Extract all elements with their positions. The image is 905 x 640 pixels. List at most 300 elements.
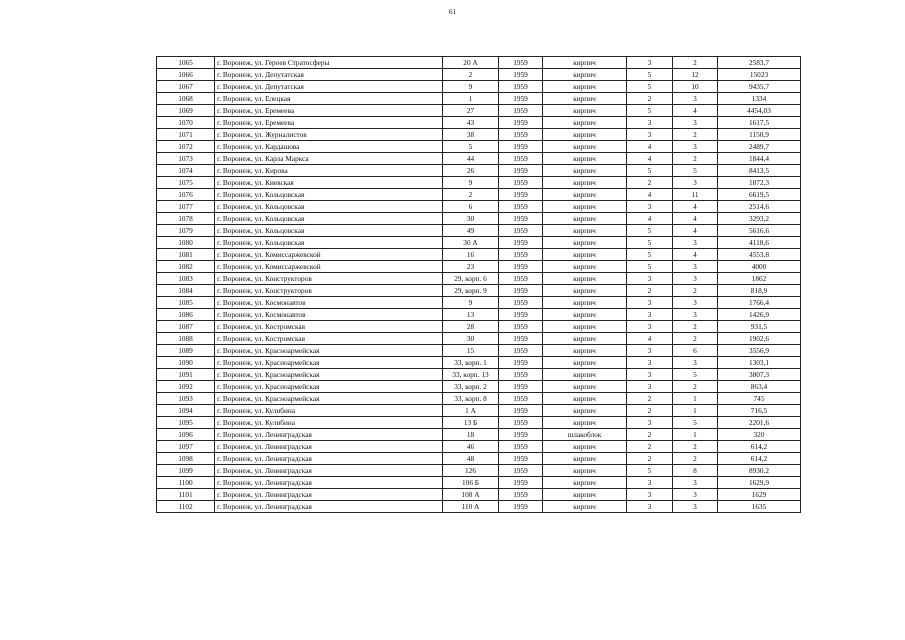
wall-material-cell: кирпич (543, 117, 627, 129)
wall-material-cell: кирпич (543, 105, 627, 117)
area-cell: 3293,2 (718, 213, 801, 225)
table-row (157, 309, 801, 321)
wall-material-cell: кирпич (543, 93, 627, 105)
area-cell: 716,5 (718, 405, 801, 417)
record-number: 1065 (157, 57, 215, 69)
house-number-cell: 30 А (443, 237, 499, 249)
wall-material-cell: кирпич (543, 189, 627, 201)
entrances-cell: 1 (673, 405, 718, 417)
house-number-cell: 38 (443, 129, 499, 141)
address-cell: г. Воронеж, ул. Комиссаржевской (215, 261, 443, 273)
wall-material-cell: кирпич (543, 297, 627, 309)
floors-cell: 3 (627, 489, 673, 501)
floors-cell: 3 (627, 369, 673, 381)
year-cell: 1959 (499, 273, 543, 285)
year-cell: 1959 (499, 201, 543, 213)
year-cell: 1959 (499, 345, 543, 357)
record-number: 1100 (157, 477, 215, 489)
record-number: 1066 (157, 69, 215, 81)
area-cell: 1766,4 (718, 297, 801, 309)
table-row (157, 273, 801, 285)
wall-material-cell: кирпич (543, 165, 627, 177)
floors-cell: 3 (627, 321, 673, 333)
entrances-cell: 4 (673, 105, 718, 117)
wall-material-cell: кирпич (543, 453, 627, 465)
year-cell: 1959 (499, 69, 543, 81)
address-cell: г. Воронеж, ул. Журналистов (215, 129, 443, 141)
table-row (157, 465, 801, 477)
year-cell: 1959 (499, 129, 543, 141)
area-cell: 4000 (718, 261, 801, 273)
record-number: 1079 (157, 225, 215, 237)
entrances-cell: 3 (673, 93, 718, 105)
record-number: 1067 (157, 81, 215, 93)
entrances-cell: 5 (673, 165, 718, 177)
year-cell: 1959 (499, 333, 543, 345)
floors-cell: 5 (627, 105, 673, 117)
entrances-cell: 3 (673, 297, 718, 309)
record-number: 1068 (157, 93, 215, 105)
area-cell: 5616,6 (718, 225, 801, 237)
year-cell: 1959 (499, 453, 543, 465)
wall-material-cell: кирпич (543, 285, 627, 297)
record-number: 1083 (157, 273, 215, 285)
year-cell: 1959 (499, 213, 543, 225)
house-number-cell: 9 (443, 81, 499, 93)
address-cell: г. Воронеж, ул. Костромская (215, 321, 443, 333)
floors-cell: 2 (627, 285, 673, 297)
record-number: 1077 (157, 201, 215, 213)
entrances-cell: 3 (673, 501, 718, 513)
wall-material-cell: кирпич (543, 369, 627, 381)
entrances-cell: 3 (673, 237, 718, 249)
house-number-cell: 15 (443, 345, 499, 357)
record-number: 1084 (157, 285, 215, 297)
address-cell: г. Воронеж, ул. Ленинградская (215, 501, 443, 513)
area-cell: 4553,8 (718, 249, 801, 261)
floors-cell: 2 (627, 393, 673, 405)
house-number-cell: 9 (443, 177, 499, 189)
floors-cell: 3 (627, 345, 673, 357)
entrances-cell: 2 (673, 153, 718, 165)
wall-material-cell: кирпич (543, 69, 627, 81)
record-number: 1080 (157, 237, 215, 249)
table-row (157, 501, 801, 513)
record-number: 1091 (157, 369, 215, 381)
entrances-cell: 2 (673, 129, 718, 141)
floors-cell: 4 (627, 333, 673, 345)
house-number-cell: 18 (443, 429, 499, 441)
address-cell: г. Воронеж, ул. Конструкторов (215, 285, 443, 297)
area-cell: 1617,5 (718, 117, 801, 129)
year-cell: 1959 (499, 141, 543, 153)
floors-cell: 5 (627, 69, 673, 81)
record-number: 1097 (157, 441, 215, 453)
entrances-cell: 3 (673, 309, 718, 321)
table-row (157, 177, 801, 189)
entrances-cell: 6 (673, 345, 718, 357)
house-number-cell: 29, корп. 6 (443, 273, 499, 285)
year-cell: 1959 (499, 405, 543, 417)
table-row (157, 141, 801, 153)
wall-material-cell: кирпич (543, 141, 627, 153)
house-number-cell: 6 (443, 201, 499, 213)
address-cell: г. Воронеж, ул. Красноармейская (215, 381, 443, 393)
house-number-cell: 29, корп. 9 (443, 285, 499, 297)
table-row (157, 417, 801, 429)
area-cell: 614,2 (718, 453, 801, 465)
house-number-cell: 20 А (443, 57, 499, 69)
table-body (157, 57, 801, 513)
area-cell: 320 (718, 429, 801, 441)
entrances-cell: 5 (673, 417, 718, 429)
area-cell: 1629,9 (718, 477, 801, 489)
entrances-cell: 1 (673, 429, 718, 441)
table-row (157, 249, 801, 261)
record-number: 1074 (157, 165, 215, 177)
house-number-cell: 1 (443, 93, 499, 105)
house-number-cell: 33, корп. 8 (443, 393, 499, 405)
floors-cell: 4 (627, 189, 673, 201)
area-cell: 6619,5 (718, 189, 801, 201)
area-cell: 2583,7 (718, 57, 801, 69)
wall-material-cell: кирпич (543, 417, 627, 429)
table-row (157, 477, 801, 489)
area-cell: 3556,9 (718, 345, 801, 357)
wall-material-cell: кирпич (543, 441, 627, 453)
entrances-cell: 2 (673, 333, 718, 345)
area-cell: 2201,6 (718, 417, 801, 429)
address-cell: г. Воронеж, ул. Кулибина (215, 417, 443, 429)
wall-material-cell: кирпич (543, 465, 627, 477)
address-cell: г. Воронеж, ул. Ленинградская (215, 477, 443, 489)
address-cell: г. Воронеж, ул. Кольцовская (215, 201, 443, 213)
wall-material-cell: кирпич (543, 357, 627, 369)
floors-cell: 3 (627, 129, 673, 141)
year-cell: 1959 (499, 117, 543, 129)
floors-cell: 4 (627, 141, 673, 153)
area-cell: 2514,6 (718, 201, 801, 213)
wall-material-cell: кирпич (543, 249, 627, 261)
address-cell: г. Воронеж, ул. Еремеева (215, 105, 443, 117)
table-row (157, 297, 801, 309)
area-cell: 2489,7 (718, 141, 801, 153)
address-cell: г. Воронеж, ул. Конструкторов (215, 273, 443, 285)
record-number: 1094 (157, 405, 215, 417)
floors-cell: 2 (627, 93, 673, 105)
house-number-cell: 106 Б (443, 477, 499, 489)
floors-cell: 5 (627, 225, 673, 237)
entrances-cell: 1 (673, 393, 718, 405)
entrances-cell: 3 (673, 357, 718, 369)
year-cell: 1959 (499, 261, 543, 273)
house-number-cell: 33, корп. 13 (443, 369, 499, 381)
entrances-cell: 3 (673, 261, 718, 273)
address-cell: г. Воронеж, ул. Ленинградская (215, 489, 443, 501)
address-cell: г. Воронеж, ул. Кардашова (215, 141, 443, 153)
area-cell: 863,4 (718, 381, 801, 393)
year-cell: 1959 (499, 153, 543, 165)
area-cell: 15023 (718, 69, 801, 81)
floors-cell: 3 (627, 201, 673, 213)
record-number: 1085 (157, 297, 215, 309)
entrances-cell: 3 (673, 117, 718, 129)
record-number: 1081 (157, 249, 215, 261)
record-number: 1093 (157, 393, 215, 405)
table-row (157, 405, 801, 417)
house-number-cell: 49 (443, 225, 499, 237)
address-cell: г. Воронеж, ул. Карла Маркса (215, 153, 443, 165)
table-row (157, 129, 801, 141)
address-cell: г. Воронеж, ул. Депутатская (215, 69, 443, 81)
record-number: 1099 (157, 465, 215, 477)
record-number: 1090 (157, 357, 215, 369)
table-row (157, 117, 801, 129)
area-cell: 1303,1 (718, 357, 801, 369)
floors-cell: 4 (627, 153, 673, 165)
house-number-cell: 28 (443, 321, 499, 333)
area-cell: 8930,2 (718, 465, 801, 477)
wall-material-cell: кирпич (543, 345, 627, 357)
entrances-cell: 2 (673, 441, 718, 453)
area-cell: 818,9 (718, 285, 801, 297)
entrances-cell: 4 (673, 249, 718, 261)
address-cell: г. Воронеж, ул. Ленинградская (215, 465, 443, 477)
address-cell: г. Воронеж, ул. Кольцовская (215, 237, 443, 249)
entrances-cell: 3 (673, 273, 718, 285)
floors-cell: 5 (627, 237, 673, 249)
area-cell: 931,5 (718, 321, 801, 333)
area-cell: 1844,4 (718, 153, 801, 165)
address-cell: г. Воронеж, ул. Ленинградская (215, 453, 443, 465)
entrances-cell: 3 (673, 477, 718, 489)
area-cell: 1150,9 (718, 129, 801, 141)
housing-registry-table (156, 56, 801, 513)
house-number-cell: 48 (443, 453, 499, 465)
table-row (157, 57, 801, 69)
record-number: 1101 (157, 489, 215, 501)
house-number-cell: 9 (443, 297, 499, 309)
table-row (157, 357, 801, 369)
year-cell: 1959 (499, 309, 543, 321)
address-cell: г. Воронеж, ул. Кулибина (215, 405, 443, 417)
area-cell: 9435,7 (718, 81, 801, 93)
area-cell: 3807,3 (718, 369, 801, 381)
table-row (157, 333, 801, 345)
wall-material-cell: кирпич (543, 321, 627, 333)
house-number-cell: 2 (443, 189, 499, 201)
area-cell: 4454,03 (718, 105, 801, 117)
table-row (157, 441, 801, 453)
entrances-cell: 8 (673, 465, 718, 477)
year-cell: 1959 (499, 105, 543, 117)
wall-material-cell: кирпич (543, 153, 627, 165)
house-number-cell: 30 (443, 213, 499, 225)
year-cell: 1959 (499, 465, 543, 477)
entrances-cell: 12 (673, 69, 718, 81)
floors-cell: 3 (627, 357, 673, 369)
address-cell: г. Воронеж, ул. Еремеева (215, 117, 443, 129)
floors-cell: 3 (627, 297, 673, 309)
year-cell: 1959 (499, 165, 543, 177)
table-row (157, 261, 801, 273)
wall-material-cell: кирпич (543, 501, 627, 513)
record-number: 1102 (157, 501, 215, 513)
floors-cell: 2 (627, 405, 673, 417)
wall-material-cell: кирпич (543, 489, 627, 501)
wall-material-cell: кирпич (543, 333, 627, 345)
entrances-cell: 3 (673, 489, 718, 501)
record-number: 1086 (157, 309, 215, 321)
year-cell: 1959 (499, 297, 543, 309)
floors-cell: 3 (627, 477, 673, 489)
year-cell: 1959 (499, 237, 543, 249)
entrances-cell: 4 (673, 225, 718, 237)
table-row (157, 153, 801, 165)
wall-material-cell: кирпич (543, 477, 627, 489)
entrances-cell: 4 (673, 213, 718, 225)
area-cell: 745 (718, 393, 801, 405)
wall-material-cell: кирпич (543, 405, 627, 417)
house-number-cell: 110 А (443, 501, 499, 513)
floors-cell: 5 (627, 261, 673, 273)
floors-cell: 2 (627, 453, 673, 465)
table-row (157, 321, 801, 333)
year-cell: 1959 (499, 369, 543, 381)
wall-material-cell: кирпич (543, 273, 627, 285)
wall-material-cell: шлакоблок (543, 429, 627, 441)
year-cell: 1959 (499, 429, 543, 441)
table-row (157, 381, 801, 393)
address-cell: г. Воронеж, ул. Красноармейская (215, 357, 443, 369)
wall-material-cell: кирпич (543, 237, 627, 249)
record-number: 1096 (157, 429, 215, 441)
entrances-cell: 2 (673, 57, 718, 69)
year-cell: 1959 (499, 189, 543, 201)
area-cell: 1635 (718, 501, 801, 513)
table-row (157, 93, 801, 105)
floors-cell: 3 (627, 273, 673, 285)
address-cell: г. Воронеж, ул. Ленинградская (215, 441, 443, 453)
record-number: 1072 (157, 141, 215, 153)
record-number: 1076 (157, 189, 215, 201)
house-number-cell: 44 (443, 153, 499, 165)
record-number: 1082 (157, 261, 215, 273)
floors-cell: 3 (627, 417, 673, 429)
wall-material-cell: кирпич (543, 213, 627, 225)
entrances-cell: 4 (673, 201, 718, 213)
entrances-cell: 2 (673, 381, 718, 393)
floors-cell: 3 (627, 501, 673, 513)
house-number-cell: 2 (443, 69, 499, 81)
record-number: 1087 (157, 321, 215, 333)
entrances-cell: 10 (673, 81, 718, 93)
floors-cell: 3 (627, 381, 673, 393)
wall-material-cell: кирпич (543, 225, 627, 237)
table-row (157, 345, 801, 357)
house-number-cell: 13 Б (443, 417, 499, 429)
address-cell: г. Воронеж, ул. Ленинградская (215, 429, 443, 441)
record-number: 1075 (157, 177, 215, 189)
year-cell: 1959 (499, 381, 543, 393)
year-cell: 1959 (499, 489, 543, 501)
wall-material-cell: кирпич (543, 309, 627, 321)
table-row (157, 69, 801, 81)
address-cell: г. Воронеж, ул. Кольцовская (215, 213, 443, 225)
address-cell: г. Воронеж, ул. Красноармейская (215, 345, 443, 357)
floors-cell: 2 (627, 177, 673, 189)
entrances-cell: 2 (673, 321, 718, 333)
address-cell: г. Воронеж, ул. Космонавтов (215, 297, 443, 309)
address-cell: г. Воронеж, ул. Комиссаржевской (215, 249, 443, 261)
year-cell: 1959 (499, 225, 543, 237)
house-number-cell: 46 (443, 441, 499, 453)
page-number: 61 (449, 8, 456, 16)
table-row (157, 489, 801, 501)
record-number: 1078 (157, 213, 215, 225)
floors-cell: 3 (627, 309, 673, 321)
year-cell: 1959 (499, 249, 543, 261)
address-cell: г. Воронеж, ул. Кольцовская (215, 189, 443, 201)
floors-cell: 5 (627, 249, 673, 261)
area-cell: 1426,9 (718, 309, 801, 321)
house-number-cell: 33, корп. 1 (443, 357, 499, 369)
table-row (157, 81, 801, 93)
area-cell: 1902,6 (718, 333, 801, 345)
table-row (157, 237, 801, 249)
table-row (157, 189, 801, 201)
floors-cell: 5 (627, 81, 673, 93)
house-number-cell: 23 (443, 261, 499, 273)
wall-material-cell: кирпич (543, 393, 627, 405)
table-row (157, 453, 801, 465)
table-row (157, 429, 801, 441)
table-row (157, 213, 801, 225)
house-number-cell: 1 А (443, 405, 499, 417)
year-cell: 1959 (499, 393, 543, 405)
wall-material-cell: кирпич (543, 129, 627, 141)
table-row (157, 369, 801, 381)
year-cell: 1959 (499, 93, 543, 105)
year-cell: 1959 (499, 285, 543, 297)
address-cell: г. Воронеж, ул. Костромская (215, 333, 443, 345)
wall-material-cell: кирпич (543, 81, 627, 93)
address-cell: г. Воронеж, ул. Кольцовская (215, 225, 443, 237)
record-number: 1092 (157, 381, 215, 393)
area-cell: 4118,6 (718, 237, 801, 249)
wall-material-cell: кирпич (543, 201, 627, 213)
wall-material-cell: кирпич (543, 261, 627, 273)
wall-material-cell: кирпич (543, 381, 627, 393)
address-cell: г. Воронеж, ул. Космонавтов (215, 309, 443, 321)
wall-material-cell: кирпич (543, 57, 627, 69)
table-row (157, 393, 801, 405)
table-row (157, 165, 801, 177)
house-number-cell: 126 (443, 465, 499, 477)
house-number-cell: 26 (443, 165, 499, 177)
wall-material-cell: кирпич (543, 177, 627, 189)
record-number: 1070 (157, 117, 215, 129)
address-cell: г. Воронеж, ул. Елецкая (215, 93, 443, 105)
floors-cell: 2 (627, 429, 673, 441)
house-number-cell: 43 (443, 117, 499, 129)
floors-cell: 3 (627, 57, 673, 69)
area-cell: 1872,3 (718, 177, 801, 189)
entrances-cell: 2 (673, 285, 718, 297)
floors-cell: 3 (627, 117, 673, 129)
year-cell: 1959 (499, 501, 543, 513)
year-cell: 1959 (499, 177, 543, 189)
